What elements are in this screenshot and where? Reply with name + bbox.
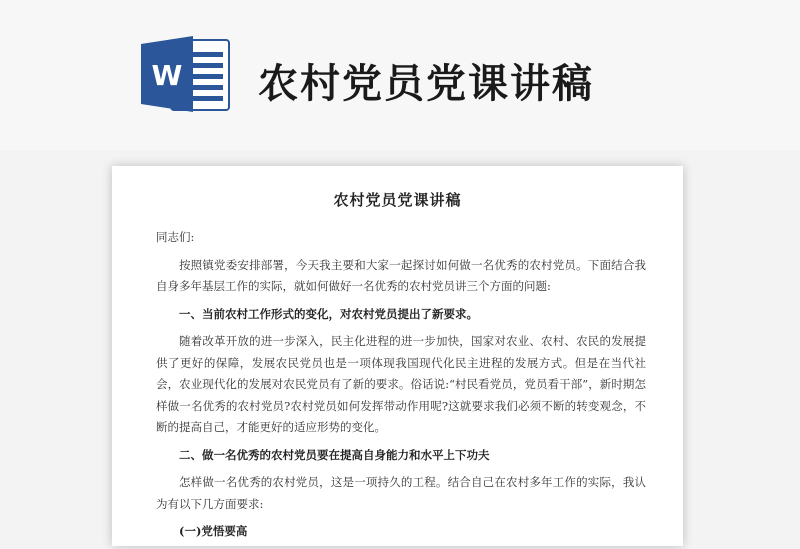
section-heading-2: 二、做一名优秀的农村党员要在提高自身能力和水平上下功夫	[179, 447, 490, 462]
document-page	[112, 166, 683, 546]
intro-paragraph: 按照镇党委安排部署，今天我主要和大家一起探讨如何做一名优秀的农村党员。下面结合我自身多年基层工作的实际，就如何做好一名优秀的农村党员讲三个方面的问题:	[156, 257, 646, 293]
document-body	[156, 227, 646, 549]
page-header	[0, 0, 800, 150]
subsection-heading-1: (一)党悟要高	[179, 524, 248, 538]
salutation: 同志们:	[156, 230, 195, 244]
word-document-icon	[141, 34, 231, 114]
section-paragraph-2: 怎样做一名优秀的农村党员，这是一项持久的工程。结合自己在农村多年工作的实际，我认为有以下几方面要求:	[156, 475, 646, 511]
word-letter: W	[151, 59, 183, 92]
header-title: 农村党员党课讲稿	[258, 61, 594, 107]
section-heading-1: 一、当前农村工作形式的变化，对农村党员提出了新要求。	[179, 306, 478, 321]
document-title: 农村党员党课讲稿	[333, 191, 462, 209]
section-paragraph-1: 随着改革开放的进一步深入，民主化进程的进一步加快，国家对农业、农村、农民的发展提供了更好的保障，发展农民党员也是一项体现我国现代化民主进程的发展方式。但是在当代社会，农业现代化的发展对农民党员有了新的要求。俗话说:“村民看党员，党员看干部”，新时期怎样做一名优秀的农村党员?农村党员如何发挥带动作用呢?这就要求我们必须不断的转变观念，不断的提高自己，才能更好的适应形势的变化。	[156, 334, 646, 434]
